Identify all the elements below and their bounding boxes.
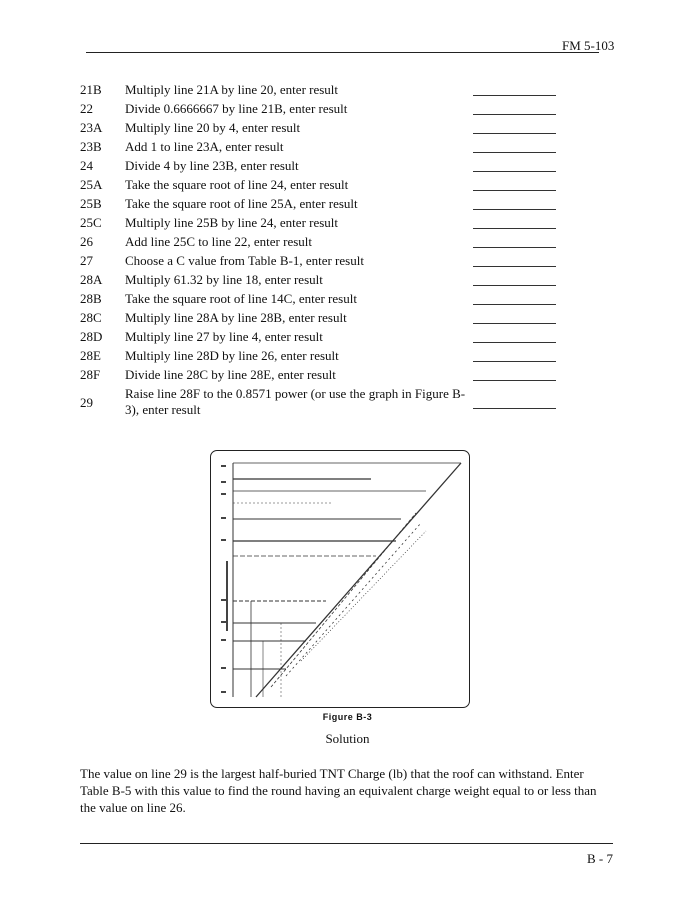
worksheet-lines (80, 82, 600, 424)
answer-blank (473, 285, 556, 286)
worksheet-line (80, 196, 600, 215)
answer-blank (473, 114, 556, 115)
line-instruction: Take the square root of line 14C, enter result (125, 291, 357, 306)
line-number: 21B (80, 82, 102, 97)
answer-blank (473, 247, 556, 248)
answer-blank (473, 228, 556, 229)
line-number: 25A (80, 177, 103, 192)
figure-graph (210, 450, 470, 708)
line-instruction: Multiply line 25B by line 24, enter result (125, 215, 339, 230)
line-instruction: Multiply line 20 by 4, enter result (125, 120, 301, 135)
worksheet-line (80, 310, 600, 329)
line-number: 23A (80, 120, 103, 135)
line-number: 28F (80, 367, 101, 382)
answer-blank (473, 209, 556, 210)
answer-blank (473, 380, 556, 381)
worksheet-line (80, 158, 600, 177)
line-instruction: Multiply line 28A by line 28B, enter result (125, 310, 347, 325)
line-number: 23B (80, 139, 102, 154)
answer-blank (473, 152, 556, 153)
header-rule (86, 52, 599, 53)
worksheet-line (80, 82, 600, 101)
graph-image (211, 451, 469, 707)
line-number: 22 (80, 101, 93, 116)
document-id: FM 5-103 (562, 38, 615, 53)
line-number: 28D (80, 329, 103, 344)
line-instruction: Add 1 to line 23A, enter result (125, 139, 284, 154)
line-instruction: Raise line 28F to the 0.8571 power (or use the graph in Figure B-3), enter result (125, 386, 466, 417)
line-number: 25B (80, 196, 102, 211)
page-number: B - 7 (587, 851, 613, 866)
line-number: 28B (80, 291, 102, 306)
answer-blank (473, 361, 556, 362)
line-number: 28C (80, 310, 102, 325)
worksheet-line (80, 177, 600, 196)
worksheet-line (80, 329, 600, 348)
line-instruction: Divide 0.6666667 by line 21B, enter result (125, 101, 348, 116)
answer-blank (473, 304, 556, 305)
worksheet-line (80, 234, 600, 253)
worksheet-line (80, 272, 600, 291)
answer-blank (473, 190, 556, 191)
worksheet-line (80, 215, 600, 234)
worksheet-line (80, 367, 600, 386)
line-instruction: Add line 25C to line 22, enter result (125, 234, 313, 249)
line-instruction: Multiply 61.32 by line 18, enter result (125, 272, 323, 287)
line-instruction: Multiply line 21A by line 20, enter result (125, 82, 339, 97)
footer-rule (80, 843, 613, 844)
answer-blank (473, 408, 556, 409)
line-instruction: Multiply line 28D by line 26, enter result (125, 348, 339, 363)
figure-label: Figure B-3 (322, 712, 373, 722)
worksheet-line (80, 291, 600, 310)
worksheet-line (80, 120, 600, 139)
body-paragraph: The value on line 29 is the largest half-buried TNT Charge (lb) that the roof can withstand. Enter Table B-5 with this value to find the round having an equivalent charge weight equal to or less than the value on line 26. (80, 766, 597, 815)
answer-blank (473, 95, 556, 96)
answer-blank (473, 133, 556, 134)
line-instruction: Take the square root of line 25A, enter result (125, 196, 358, 211)
figure-title: Solution (325, 731, 370, 746)
worksheet-line (80, 253, 600, 272)
line-number: 25C (80, 215, 102, 230)
worksheet-line (80, 139, 600, 158)
line-number: 24 (80, 158, 93, 173)
line-number: 27 (80, 253, 93, 268)
answer-blank (473, 171, 556, 172)
line-number: 28E (80, 348, 101, 363)
answer-blank (473, 342, 556, 343)
line-number: 28A (80, 272, 103, 287)
answer-blank (473, 323, 556, 324)
line-instruction: Divide 4 by line 23B, enter result (125, 158, 299, 173)
worksheet-line (80, 386, 600, 424)
line-instruction: Divide line 28C by line 28E, enter result (125, 367, 336, 382)
line-number: 26 (80, 234, 93, 249)
line-instruction: Choose a C value from Table B-1, enter result (125, 253, 364, 268)
worksheet-line (80, 348, 600, 367)
answer-blank (473, 266, 556, 267)
line-instruction: Multiply line 27 by line 4, enter result (125, 329, 323, 344)
line-instruction: Take the square root of line 24, enter result (125, 177, 349, 192)
worksheet-line (80, 101, 600, 120)
line-number: 29 (80, 395, 93, 410)
